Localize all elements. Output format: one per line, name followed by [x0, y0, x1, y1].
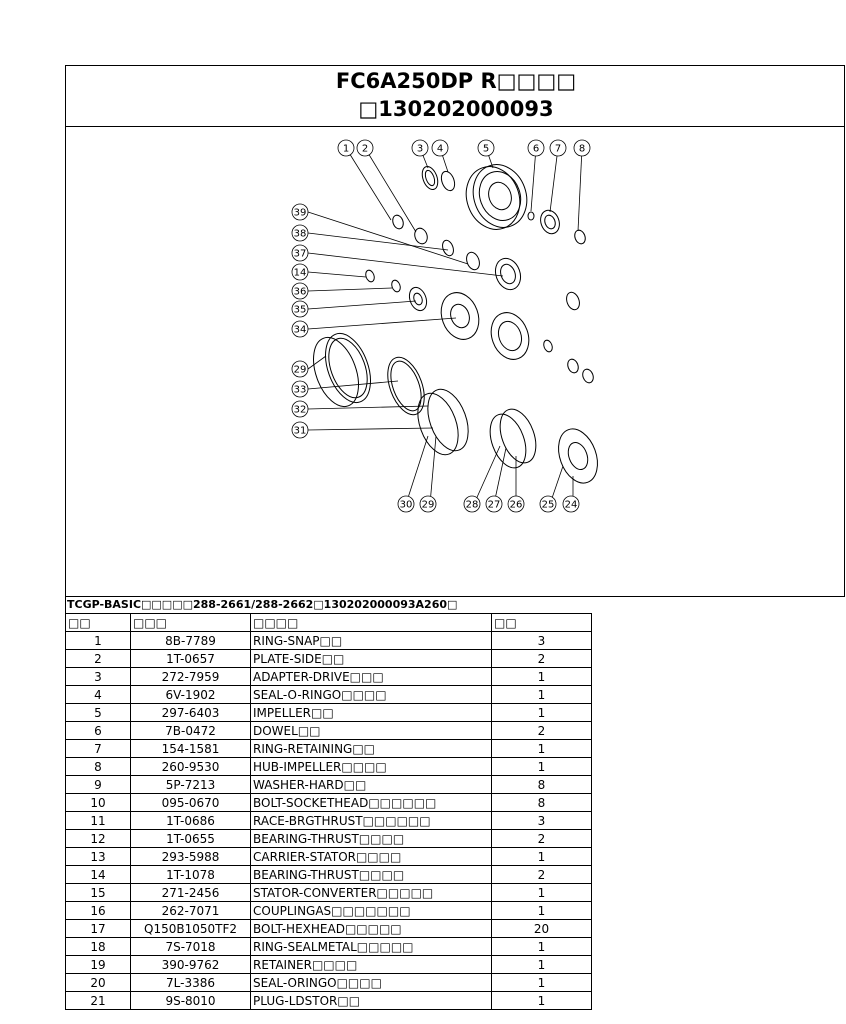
table-row — [66, 974, 592, 992]
row-index: 12 — [66, 830, 131, 848]
callout-label: 14 — [293, 267, 307, 279]
row-index: 7 — [66, 740, 131, 758]
quantity: 2 — [492, 866, 592, 884]
part-number: 9S-8010 — [131, 992, 251, 1010]
row-index: 5 — [66, 704, 131, 722]
quantity: 1 — [492, 758, 592, 776]
table-row — [66, 740, 592, 758]
part-name: SEAL-O-RINGO□□□□ — [251, 686, 492, 704]
callout-label: 39 — [293, 207, 307, 219]
callout-label: 5 — [482, 143, 490, 155]
table-row — [66, 686, 592, 704]
row-index: 15 — [66, 884, 131, 902]
table-row — [66, 650, 592, 668]
row-index: 20 — [66, 974, 131, 992]
row-index: 10 — [66, 794, 131, 812]
table-row — [66, 992, 592, 1010]
callout-label: 31 — [293, 425, 307, 437]
table-row — [66, 902, 592, 920]
callout-label: 35 — [293, 304, 307, 316]
callout-label: 30 — [399, 499, 413, 511]
quantity: 2 — [492, 722, 592, 740]
table-row — [66, 812, 592, 830]
quantity: 1 — [492, 974, 592, 992]
page-subtitle: □130202000093 — [358, 97, 554, 121]
exploded-parts-diagram — [288, 136, 598, 516]
table-row — [66, 794, 592, 812]
part-number: 293-5988 — [131, 848, 251, 866]
callout-label: 37 — [293, 248, 307, 260]
part-name: CARRIER-STATOR□□□□ — [251, 848, 492, 866]
table-row — [66, 848, 592, 866]
row-index: 16 — [66, 902, 131, 920]
callout-label: 36 — [293, 286, 307, 298]
part-name: WASHER-HARD□□ — [251, 776, 492, 794]
table-row — [66, 884, 592, 902]
part-name: BOLT-HEXHEAD□□□□□ — [251, 920, 492, 938]
quantity: 1 — [492, 740, 592, 758]
part-number: Q150B1050TF2 — [131, 920, 251, 938]
quantity: 1 — [492, 992, 592, 1010]
parts-sheet — [65, 65, 768, 1008]
part-number: 271-2456 — [131, 884, 251, 902]
part-name: PLATE-SIDE□□ — [251, 650, 492, 668]
table-row — [66, 722, 592, 740]
callout-bubbles — [292, 140, 590, 512]
part-name: HUB-IMPELLER□□□□ — [251, 758, 492, 776]
table-row — [66, 704, 592, 722]
parts-drawing — [305, 157, 605, 488]
callout-label: 27 — [487, 499, 501, 511]
quantity: 2 — [492, 650, 592, 668]
part-name: IMPELLER□□ — [251, 704, 492, 722]
part-name: RING-SNAP□□ — [251, 632, 492, 650]
callout-label: 8 — [578, 143, 586, 155]
part-number: 1T-0686 — [131, 812, 251, 830]
part-number: 7S-7018 — [131, 938, 251, 956]
table-row — [66, 830, 592, 848]
parts-table — [65, 613, 592, 1010]
row-index: 19 — [66, 956, 131, 974]
quantity: 3 — [492, 632, 592, 650]
part-name: RING-SEALMETAL□□□□□ — [251, 938, 492, 956]
part-number: 7L-3386 — [131, 974, 251, 992]
part-name: BEARING-THRUST□□□□ — [251, 830, 492, 848]
quantity: 8 — [492, 776, 592, 794]
quantity: 3 — [492, 812, 592, 830]
table-caption: TCGP-BASIC□□□□□288-2661/288-2662□130202000093A260□ — [65, 596, 845, 613]
part-name: STATOR-CONVERTER□□□□□ — [251, 884, 492, 902]
quantity: 1 — [492, 884, 592, 902]
title-box — [65, 65, 845, 127]
callout-label: 24 — [564, 499, 578, 511]
row-index: 6 — [66, 722, 131, 740]
table-row — [66, 938, 592, 956]
callout-label: 4 — [436, 143, 444, 155]
part-number: 5P-7213 — [131, 776, 251, 794]
part-number: 6V-1902 — [131, 686, 251, 704]
part-name: BEARING-THRUST□□□□ — [251, 866, 492, 884]
header-part-name: □□□□ — [251, 614, 492, 632]
table-row — [66, 776, 592, 794]
header-part-number: □□□ — [131, 614, 251, 632]
quantity: 1 — [492, 686, 592, 704]
part-name: COUPLINGAS□□□□□□□ — [251, 902, 492, 920]
quantity: 1 — [492, 902, 592, 920]
callout-label: 2 — [361, 143, 369, 155]
callout-label: 38 — [293, 228, 307, 240]
quantity: 1 — [492, 704, 592, 722]
part-number: 260-9530 — [131, 758, 251, 776]
callout-label: 32 — [293, 404, 307, 416]
part-name: RACE-BRGTHRUST□□□□□□ — [251, 812, 492, 830]
part-number: 8B-7789 — [131, 632, 251, 650]
part-number: 095-0670 — [131, 794, 251, 812]
callout-label: 7 — [554, 143, 562, 155]
row-index: 3 — [66, 668, 131, 686]
callout-label: 25 — [541, 499, 555, 511]
table-row — [66, 956, 592, 974]
row-index: 2 — [66, 650, 131, 668]
part-number: 7B-0472 — [131, 722, 251, 740]
table-row — [66, 668, 592, 686]
part-number: 1T-1078 — [131, 866, 251, 884]
part-name: SEAL-ORINGO□□□□ — [251, 974, 492, 992]
row-index: 17 — [66, 920, 131, 938]
row-index: 21 — [66, 992, 131, 1010]
row-index: 8 — [66, 758, 131, 776]
part-number: 1T-0657 — [131, 650, 251, 668]
quantity: 2 — [492, 830, 592, 848]
part-number: 1T-0655 — [131, 830, 251, 848]
row-index: 14 — [66, 866, 131, 884]
table-row — [66, 920, 592, 938]
part-number: 297-6403 — [131, 704, 251, 722]
table-row — [66, 866, 592, 884]
callout-label: 29 — [421, 499, 435, 511]
table-row — [66, 632, 592, 650]
part-number: 154-1581 — [131, 740, 251, 758]
quantity: 1 — [492, 938, 592, 956]
row-index: 9 — [66, 776, 131, 794]
header-quantity: □□ — [492, 614, 592, 632]
row-index: 13 — [66, 848, 131, 866]
quantity: 1 — [492, 668, 592, 686]
exploded-view-figure — [65, 127, 845, 596]
callout-label: 34 — [293, 324, 307, 336]
callout-label: 6 — [532, 143, 540, 155]
part-name: RING-RETAINING□□ — [251, 740, 492, 758]
quantity: 20 — [492, 920, 592, 938]
callout-label: 28 — [465, 499, 479, 511]
page-title: FC6A250DP R□□□□ — [335, 69, 577, 93]
part-number: 390-9762 — [131, 956, 251, 974]
part-name: DOWEL□□ — [251, 722, 492, 740]
row-index: 1 — [66, 632, 131, 650]
quantity: 1 — [492, 848, 592, 866]
callout-label: 1 — [342, 143, 350, 155]
callout-label: 33 — [293, 384, 307, 396]
part-name: RETAINER□□□□ — [251, 956, 492, 974]
row-index: 11 — [66, 812, 131, 830]
part-name: BOLT-SOCKETHEAD□□□□□□ — [251, 794, 492, 812]
row-index: 4 — [66, 686, 131, 704]
quantity: 8 — [492, 794, 592, 812]
part-number: 262-7071 — [131, 902, 251, 920]
callout-label: 3 — [416, 143, 424, 155]
callout-label: 26 — [509, 499, 523, 511]
part-name: ADAPTER-DRIVE□□□ — [251, 668, 492, 686]
part-name: PLUG-LDSTOR□□ — [251, 992, 492, 1010]
header-index: □□ — [66, 614, 131, 632]
quantity: 1 — [492, 956, 592, 974]
table-row — [66, 758, 592, 776]
table-header-row — [66, 614, 592, 632]
callout-label: 29 — [293, 364, 307, 376]
row-index: 18 — [66, 938, 131, 956]
part-number: 272-7959 — [131, 668, 251, 686]
